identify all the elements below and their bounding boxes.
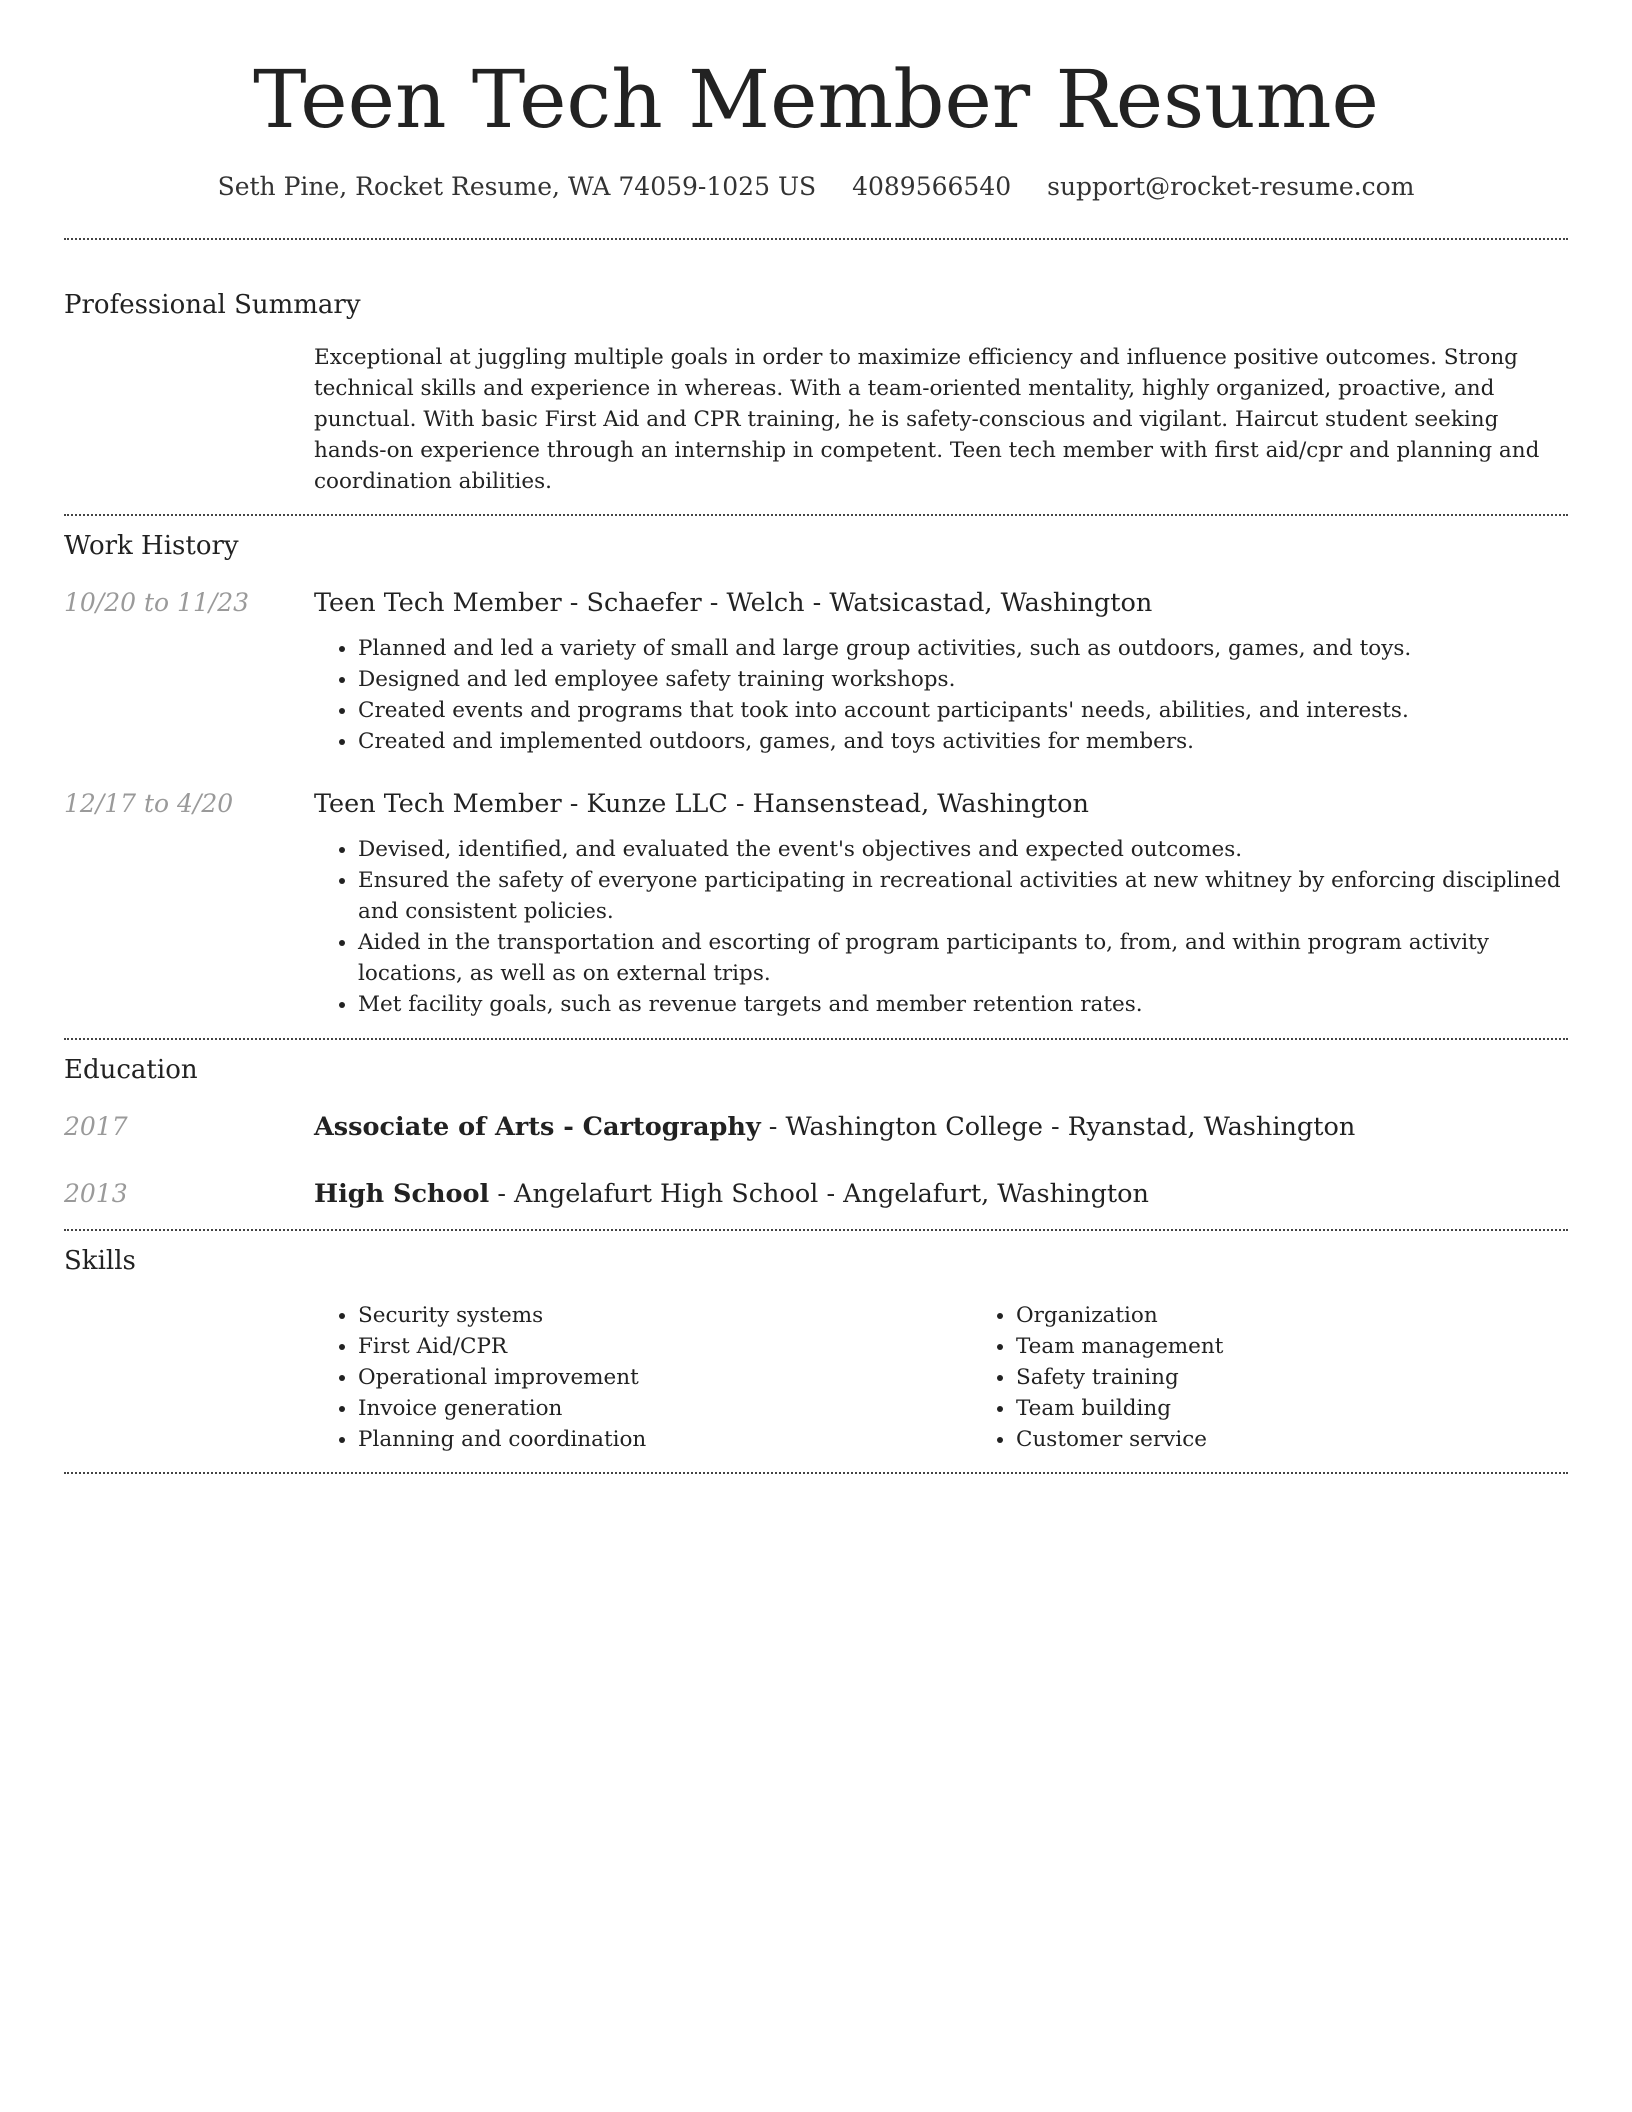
skill-item: • Team building [1016, 1393, 1630, 1424]
job-title: Teen Tech Member - Kunze LLC - Hansenstead, Washington [314, 789, 1089, 819]
education-year: 2013 [64, 1179, 128, 1208]
divider [64, 514, 1568, 516]
skill-item: • Customer service [1016, 1424, 1630, 1455]
skill-item: • Safety training [1016, 1362, 1630, 1393]
skill-item: • Invoice generation [358, 1393, 972, 1424]
job-dates: 10/20 to 11/23 [64, 588, 250, 617]
list-item: • Devised, identified, and evaluated the event's objectives and expected outcomes. [358, 834, 1568, 865]
education-school: - Angelafurt High School - Angelafurt, Washington [489, 1179, 1149, 1209]
job-entry [64, 586, 1568, 757]
skills-list-right [972, 1300, 1630, 1455]
list-item: • Aided in the transportation and escorting of program participants to, from, and within program activity locations, as well as on external trips. [358, 927, 1568, 989]
job-dates: 12/17 to 4/20 [64, 789, 234, 818]
contact-address: Seth Pine, Rocket Resume, WA 74059-1025 US [217, 172, 817, 201]
skills-list-left [314, 1300, 972, 1455]
job-bullets [314, 834, 1568, 1020]
section-heading-education: Education [64, 1055, 198, 1085]
work-section [64, 529, 1568, 1020]
job-entry [64, 787, 1568, 1020]
skill-item: • Operational improvement [358, 1362, 972, 1393]
list-item: • Created and implemented outdoors, games, and toys activities for members. [358, 726, 1568, 757]
divider [64, 1472, 1568, 1474]
education-year: 2017 [64, 1112, 128, 1141]
skill-item: • Team management [1016, 1331, 1630, 1362]
resume-title: Teen Tech Member Resume [253, 53, 1379, 146]
skill-item: • Planning and coordination [358, 1424, 972, 1455]
list-item: • Created events and programs that took into account participants' needs, abilities, and interests. [358, 695, 1568, 726]
education-section [64, 1053, 1568, 1211]
job-bullets [314, 633, 1568, 757]
education-entry [64, 1110, 1568, 1144]
job-title: Teen Tech Member - Schaefer - Welch - Watsicastad, Washington [314, 588, 1153, 618]
divider [64, 1229, 1568, 1231]
contact-phone: 4089566540 [852, 172, 1012, 201]
skill-item: • First Aid/CPR [358, 1331, 972, 1362]
summary-section [64, 288, 1568, 497]
skill-item: • Security systems [358, 1300, 972, 1331]
contact-email: support@rocket-resume.com [1047, 172, 1415, 201]
skill-item: • Organization [1016, 1300, 1630, 1331]
education-school: - Washington College - Ryanstad, Washington [760, 1112, 1356, 1142]
section-heading-summary: Professional Summary [64, 290, 361, 320]
divider [64, 238, 1568, 240]
education-degree: Associate of Arts - Cartography [314, 1112, 761, 1142]
education-entry [64, 1177, 1568, 1211]
skills-section [64, 1244, 1568, 1455]
section-heading-work: Work History [64, 531, 239, 561]
list-item: • Planned and led a variety of small and large group activities, such as outdoors, games, and toys. [358, 633, 1568, 664]
section-heading-skills: Skills [64, 1246, 136, 1276]
list-item: • Designed and led employee safety training workshops. [358, 664, 1568, 695]
divider [64, 1038, 1568, 1040]
summary-text: Exceptional at juggling multiple goals in order to maximize efficiency and influence positive outcomes. Strong technical skills and experience in whereas. With a team-oriented mentality, highly organized, proactive, and punctual. With basic First Aid and CPR training, he is safety-conscious and vigilant. Haircut student seeking hands-on experience through an internship in competent. Teen tech member with first aid/cpr and planning and coordination abilities. [314, 345, 1540, 494]
list-item: • Met facility goals, such as revenue targets and member retention rates. [358, 989, 1568, 1020]
education-degree: High School [314, 1179, 490, 1209]
list-item: • Ensured the safety of everyone participating in recreational activities at new whitney by enforcing disciplined and consistent policies. [358, 865, 1568, 927]
contact-line [64, 170, 1568, 204]
